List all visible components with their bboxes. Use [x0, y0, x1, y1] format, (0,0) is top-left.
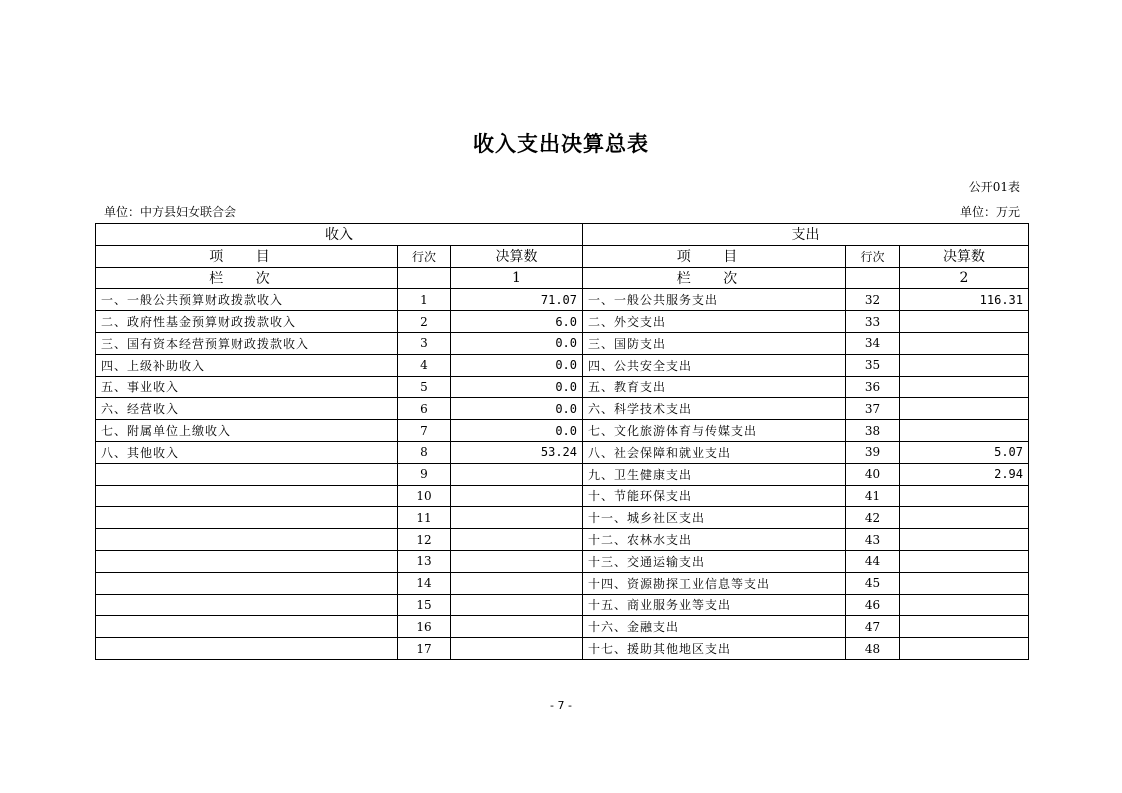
- expense-amount: 116.31: [900, 289, 1029, 311]
- income-item: 七、附属单位上缴收入: [96, 420, 398, 442]
- income-item: 三、国有资本经营预算财政拨款收入: [96, 332, 398, 354]
- expense-row-no: 42: [846, 507, 900, 529]
- income-row-no: 2: [398, 311, 451, 333]
- income-item: 一、一般公共预算财政拨款收入: [96, 289, 398, 311]
- expense-row-no: 32: [846, 289, 900, 311]
- expense-amount: [900, 332, 1029, 354]
- expense-amount: [900, 594, 1029, 616]
- expense-row-no: 46: [846, 594, 900, 616]
- reporting-unit: 单位：中方县妇女联合会: [104, 205, 237, 219]
- table-row: [96, 550, 1029, 572]
- expense-row-no: 40: [846, 463, 900, 485]
- expense-item: 二、外交支出: [583, 311, 846, 333]
- expense-row-no: 41: [846, 485, 900, 507]
- expense-item: 十、节能环保支出: [583, 485, 846, 507]
- expense-amount: [900, 354, 1029, 376]
- table-row: [96, 311, 1029, 333]
- table-row: [96, 572, 1029, 594]
- expense-amount: [900, 616, 1029, 638]
- income-row-no: 9: [398, 463, 451, 485]
- income-amount: [451, 485, 583, 507]
- expense-amount: [900, 398, 1029, 420]
- expense-column-number: 2: [900, 267, 1029, 289]
- empty-cell: [846, 267, 900, 289]
- income-item: 二、政府性基金预算财政拨款收入: [96, 311, 398, 333]
- expense-row-no: 35: [846, 354, 900, 376]
- income-amount: [451, 463, 583, 485]
- income-row-no: 7: [398, 420, 451, 442]
- income-amount: [451, 638, 583, 660]
- table-row: [96, 594, 1029, 616]
- expense-row-no: 44: [846, 550, 900, 572]
- income-item: [96, 638, 398, 660]
- income-amount: 0.0: [451, 376, 583, 398]
- expense-amount: [900, 529, 1029, 551]
- expense-item: 三、国防支出: [583, 332, 846, 354]
- expense-amount-header: 决算数: [900, 245, 1029, 267]
- income-amount: 71.07: [451, 289, 583, 311]
- income-row-no: 8: [398, 441, 451, 463]
- expense-row-no: 34: [846, 332, 900, 354]
- income-amount: [451, 507, 583, 529]
- expense-amount: [900, 638, 1029, 660]
- income-item: 八、其他收入: [96, 441, 398, 463]
- expense-amount: [900, 572, 1029, 594]
- income-amount: 0.0: [451, 398, 583, 420]
- income-amount: 6.0: [451, 311, 583, 333]
- section-header-row: [96, 224, 1029, 246]
- expense-amount: [900, 550, 1029, 572]
- income-row-no: 1: [398, 289, 451, 311]
- expense-column-label: 栏 次: [583, 267, 846, 289]
- income-item: [96, 572, 398, 594]
- expense-amount: [900, 376, 1029, 398]
- expense-row-no: 48: [846, 638, 900, 660]
- income-item: 五、事业收入: [96, 376, 398, 398]
- income-row-no: 17: [398, 638, 451, 660]
- income-item: [96, 463, 398, 485]
- income-row-no: 12: [398, 529, 451, 551]
- expense-amount: [900, 485, 1029, 507]
- income-row-no: 3: [398, 332, 451, 354]
- expense-row-no: 38: [846, 420, 900, 442]
- table-row: [96, 507, 1029, 529]
- income-item: [96, 550, 398, 572]
- income-row-no: 11: [398, 507, 451, 529]
- expense-row-no: 39: [846, 441, 900, 463]
- expense-item: 十五、商业服务业等支出: [583, 594, 846, 616]
- expense-item: 十二、农林水支出: [583, 529, 846, 551]
- income-item: [96, 616, 398, 638]
- expense-item: 八、社会保障和就业支出: [583, 441, 846, 463]
- expense-item: 十六、金融支出: [583, 616, 846, 638]
- income-row-no: 6: [398, 398, 451, 420]
- income-column-label: 栏 次: [96, 267, 398, 289]
- expense-row-no: 36: [846, 376, 900, 398]
- table-row: [96, 398, 1029, 420]
- expense-item: 十三、交通运输支出: [583, 550, 846, 572]
- income-row-no: 4: [398, 354, 451, 376]
- expense-row-no-header: 行次: [846, 245, 900, 267]
- income-row-no: 14: [398, 572, 451, 594]
- expense-amount: 5.07: [900, 441, 1029, 463]
- table-row: [96, 332, 1029, 354]
- income-section-header: 收入: [96, 224, 583, 246]
- income-amount: 0.0: [451, 420, 583, 442]
- expense-item: 十一、城乡社区支出: [583, 507, 846, 529]
- table-row: [96, 616, 1029, 638]
- table-row: [96, 485, 1029, 507]
- expense-row-no: 47: [846, 616, 900, 638]
- expense-item: 十七、援助其他地区支出: [583, 638, 846, 660]
- income-row-no-header: 行次: [398, 245, 451, 267]
- column-number-row: [96, 267, 1029, 289]
- table-row: [96, 289, 1029, 311]
- page-number: - 7 -: [550, 699, 572, 712]
- income-amount: [451, 572, 583, 594]
- income-amount: [451, 594, 583, 616]
- table-row: [96, 638, 1029, 660]
- empty-cell: [398, 267, 451, 289]
- income-amount-header: 决算数: [451, 245, 583, 267]
- expense-item: 七、文化旅游体育与传媒支出: [583, 420, 846, 442]
- expense-item: 四、公共安全支出: [583, 354, 846, 376]
- income-item: [96, 594, 398, 616]
- income-amount: [451, 550, 583, 572]
- table-row: [96, 529, 1029, 551]
- income-item: 四、上级补助收入: [96, 354, 398, 376]
- income-row-no: 10: [398, 485, 451, 507]
- expense-amount: [900, 420, 1029, 442]
- income-item: [96, 485, 398, 507]
- income-row-no: 15: [398, 594, 451, 616]
- income-column-number: 1: [451, 267, 583, 289]
- income-row-no: 13: [398, 550, 451, 572]
- table-row: [96, 420, 1029, 442]
- expense-item: 五、教育支出: [583, 376, 846, 398]
- column-header-row: [96, 245, 1029, 267]
- income-amount: [451, 529, 583, 551]
- expense-row-no: 37: [846, 398, 900, 420]
- income-amount: 0.0: [451, 332, 583, 354]
- expense-section-header: 支出: [583, 224, 1029, 246]
- income-item: [96, 529, 398, 551]
- expense-amount: 2.94: [900, 463, 1029, 485]
- expense-row-no: 43: [846, 529, 900, 551]
- income-item: [96, 507, 398, 529]
- expense-amount: [900, 507, 1029, 529]
- table-row: [96, 463, 1029, 485]
- table-row: [96, 376, 1029, 398]
- income-amount: 53.24: [451, 441, 583, 463]
- page-title: 收入支出决算总表: [473, 132, 649, 156]
- currency-unit: 单位：万元: [959, 205, 1020, 219]
- expense-row-no: 45: [846, 572, 900, 594]
- income-expense-table: [95, 223, 1029, 660]
- expense-item: 九、卫生健康支出: [583, 463, 846, 485]
- income-item-header: 项 目: [96, 245, 398, 267]
- expense-item: 一、一般公共服务支出: [583, 289, 846, 311]
- expense-item: 十四、资源勘探工业信息等支出: [583, 572, 846, 594]
- expense-item: 六、科学技术支出: [583, 398, 846, 420]
- table-row: [96, 354, 1029, 376]
- form-number: 公开01表: [968, 180, 1020, 194]
- income-row-no: 16: [398, 616, 451, 638]
- income-row-no: 5: [398, 376, 451, 398]
- table-row: [96, 441, 1029, 463]
- expense-item-header: 项 目: [583, 245, 846, 267]
- income-amount: 0.0: [451, 354, 583, 376]
- income-amount: [451, 616, 583, 638]
- expense-row-no: 33: [846, 311, 900, 333]
- expense-amount: [900, 311, 1029, 333]
- income-item: 六、经营收入: [96, 398, 398, 420]
